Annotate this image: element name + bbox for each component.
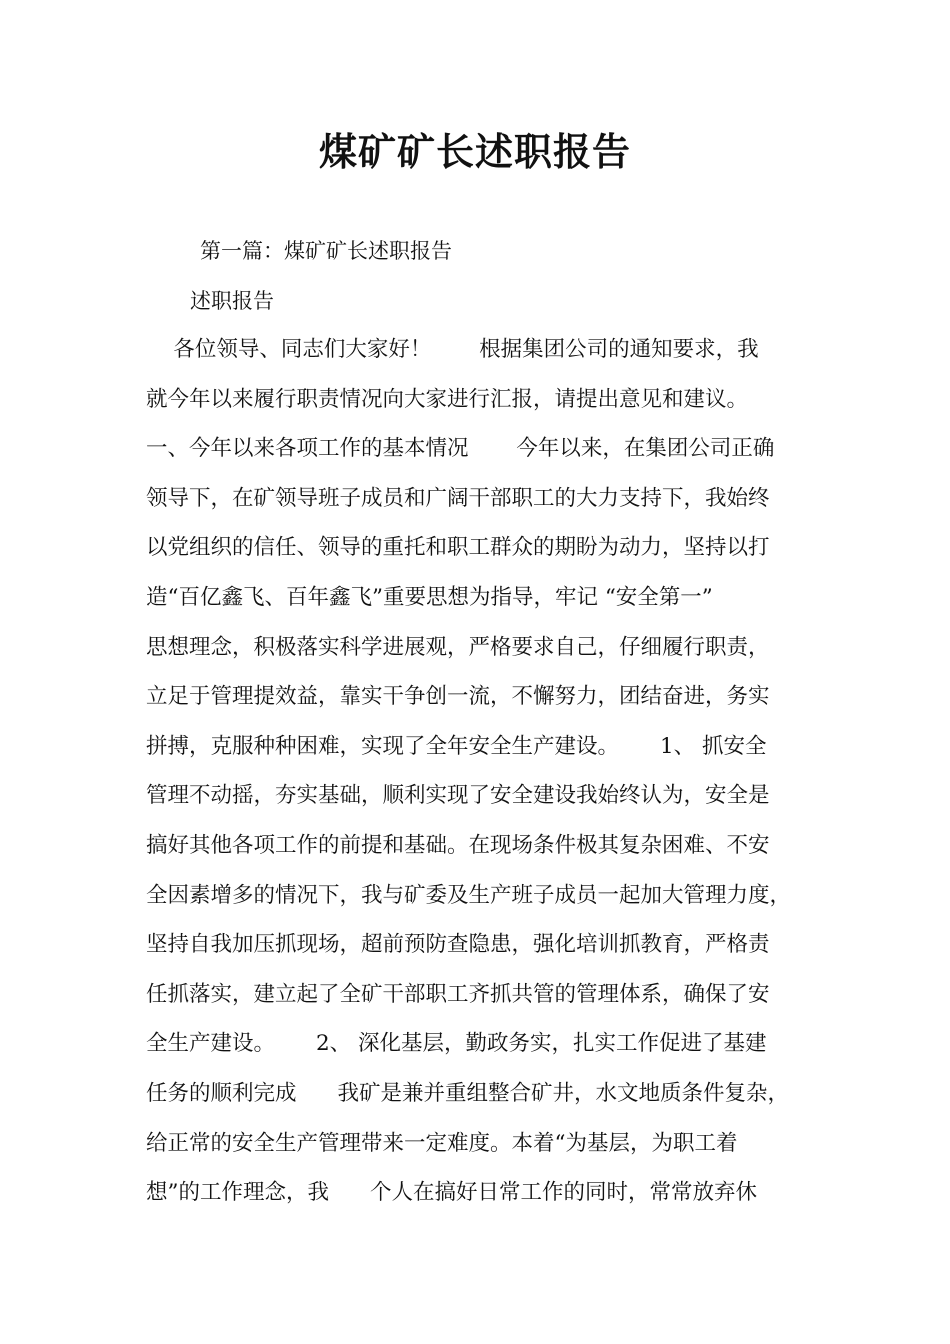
body-line: 就今年以来履行职责情况向大家进行汇报，请提出意见和建议。 [146, 386, 749, 412]
body-line: 管理不动摇，夯实基础，顺利实现了安全建设我始终认为，安全是 [146, 783, 770, 809]
body-line: 拼搏，克服种种困难，实现了全年安全生产建设。 1、 抓安全 [146, 733, 767, 759]
body-line: 搞好其他各项工作的前提和基础。在现场条件极其复杂困难、不安 [146, 832, 770, 858]
section-heading: 第一篇：煤矿矿长述职报告 [200, 239, 452, 263]
body-line: 想”的工作理念，我 个人在搞好日常工作的同时，常常放弃休 [146, 1180, 757, 1206]
body-line: 立足于管理提效益，靠实干争创一流，不懈努力，团结奋进，务实 [146, 684, 770, 710]
body-text [146, 334, 836, 1227]
body-line: 各位领导、同志们大家好！ 根据集团公司的通知要求，我 [146, 337, 759, 362]
body-line: 给正常的安全生产管理带来一定难度。本着“为基层，为职工着 [146, 1130, 738, 1156]
body-line: 领导下，在矿领导班子成员和广阔干部职工的大力支持下，我始终 [146, 485, 770, 511]
body-line: 思想理念，积极落实科学进展观，严格要求自己，仔细履行职责， [146, 634, 770, 660]
body-line: 任务的顺利完成 我矿是兼并重组整合矿井，水文地质条件复杂， [146, 1080, 790, 1106]
body-line: 以党组织的信任、领导的重托和职工群众的期盼为动力，坚持以打 [146, 535, 770, 561]
report-label: 述职报告 [190, 289, 274, 313]
body-line: 一、今年以来各项工作的基本情况 今年以来，在集团公司正确 [146, 436, 775, 462]
body-line: 坚持自我加压抓现场，超前预防查隐患，强化培训抓教育，严格责 [146, 932, 770, 958]
body-line: 造“百亿鑫飞、百年鑫飞”重要思想为指导，牢记 “安全第一” [146, 584, 713, 610]
document-title: 煤矿矿长述职报告 [318, 130, 631, 174]
body-line: 全生产建设。 2、 深化基层，勤政务实，扎实工作促进了基建 [146, 1031, 767, 1057]
body-line: 全因素增多的情况下，我与矿委及生产班子成员一起加大管理力度， [146, 882, 792, 908]
body-line: 任抓落实，建立起了全矿干部职工齐抓共管的管理体系，确保了安 [146, 981, 770, 1007]
